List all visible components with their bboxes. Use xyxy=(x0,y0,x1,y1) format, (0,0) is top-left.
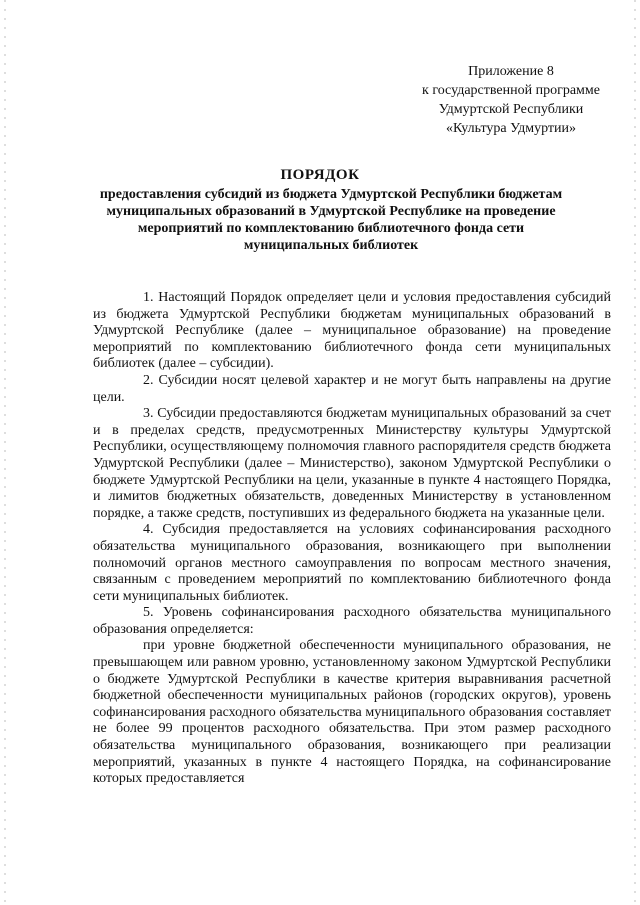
left-margin-marks xyxy=(4,0,6,905)
right-margin-marks xyxy=(634,0,636,905)
paragraph-4: 4. Субсидия предоставляется на условиях софинансирования расходного обязательства муниципального образования, возникающего при выполнении полномочий органов местного самоуправления по вопросам местного значения, связанным с проведением мероприятий по комплектованию библиотечного фонда сети муниципальных библиотек. xyxy=(93,522,611,604)
paragraph-3: 3. Субсидии предоставляются бюджетам муниципальных образований за счет и в пределах средств, предусмотренных Министерству культуры Удмуртской Республики, осуществляющему полномочия главного распорядителя средств бюджета Удмуртской Республики (далее – Министерство), законом Удмуртской Республики о бюджете Удмуртской Республики на цели, указанные в пункте 4 настоящего Порядка, и лимитов бюджетных обязательств, доведенных Министерству в установленном порядке, а также средств, поступивших из федерального бюджета на указанные цели. xyxy=(93,406,611,521)
paragraph-5: 5. Уровень софинансирования расходного обязательства муниципального образования определяется: xyxy=(93,605,611,637)
paragraph-2: 2. Субсидии носят целевой характер и не могут быть направлены на другие цели. xyxy=(93,372,611,405)
document-body xyxy=(93,290,611,788)
appendix-line: Приложение 8 xyxy=(468,64,554,79)
appendix-line: «Культура Удмуртии» xyxy=(445,121,576,136)
document-title: ПОРЯДОК xyxy=(280,167,360,183)
appendix-line: Удмуртской Республики xyxy=(438,102,584,117)
appendix-line: к государственной программе xyxy=(422,83,600,98)
subtitle-line: предоставления субсидий из бюджета Удмуртской Республики бюджетам xyxy=(99,187,563,202)
subtitle-line: мероприятий по комплектованию библиотечного фонда сети xyxy=(137,221,525,236)
paragraph-5-detail: при уровне бюджетной обеспеченности муниципального образования, не превышающем или равном уровню, установленному законом Удмуртской Республики о бюджете Удмуртской Республики в качестве критерия выравнивания расчетной бюджетной обеспеченности муниципальных районов (городских округов), уровень софинансирования расходного обязательства муниципального образования составляет не более 99 процентов расходного обязательства. При этом размер расходного обязательства муниципального образования, возникающего при реализации мероприятий, указанных в пункте 4 настоящего Порядка, на софинансирование которых предоставляется xyxy=(93,638,611,787)
document-subtitle xyxy=(80,186,582,254)
appendix-header xyxy=(400,62,622,138)
subtitle-line: муниципальных библиотек xyxy=(243,238,419,253)
paragraph-1: 1. Настоящий Порядок определяет цели и условия предоставления субсидий из бюджета Удмуртской Республики бюджетам муниципальных образований в Удмуртской Республике (далее – муниципальное образование) на проведение мероприятий по комплектованию библиотечного фонда сети муниципальных библиотек (далее – субсидии). xyxy=(93,290,611,372)
subtitle-line: муниципальных образований в Удмуртской Республике на проведение xyxy=(106,204,556,219)
